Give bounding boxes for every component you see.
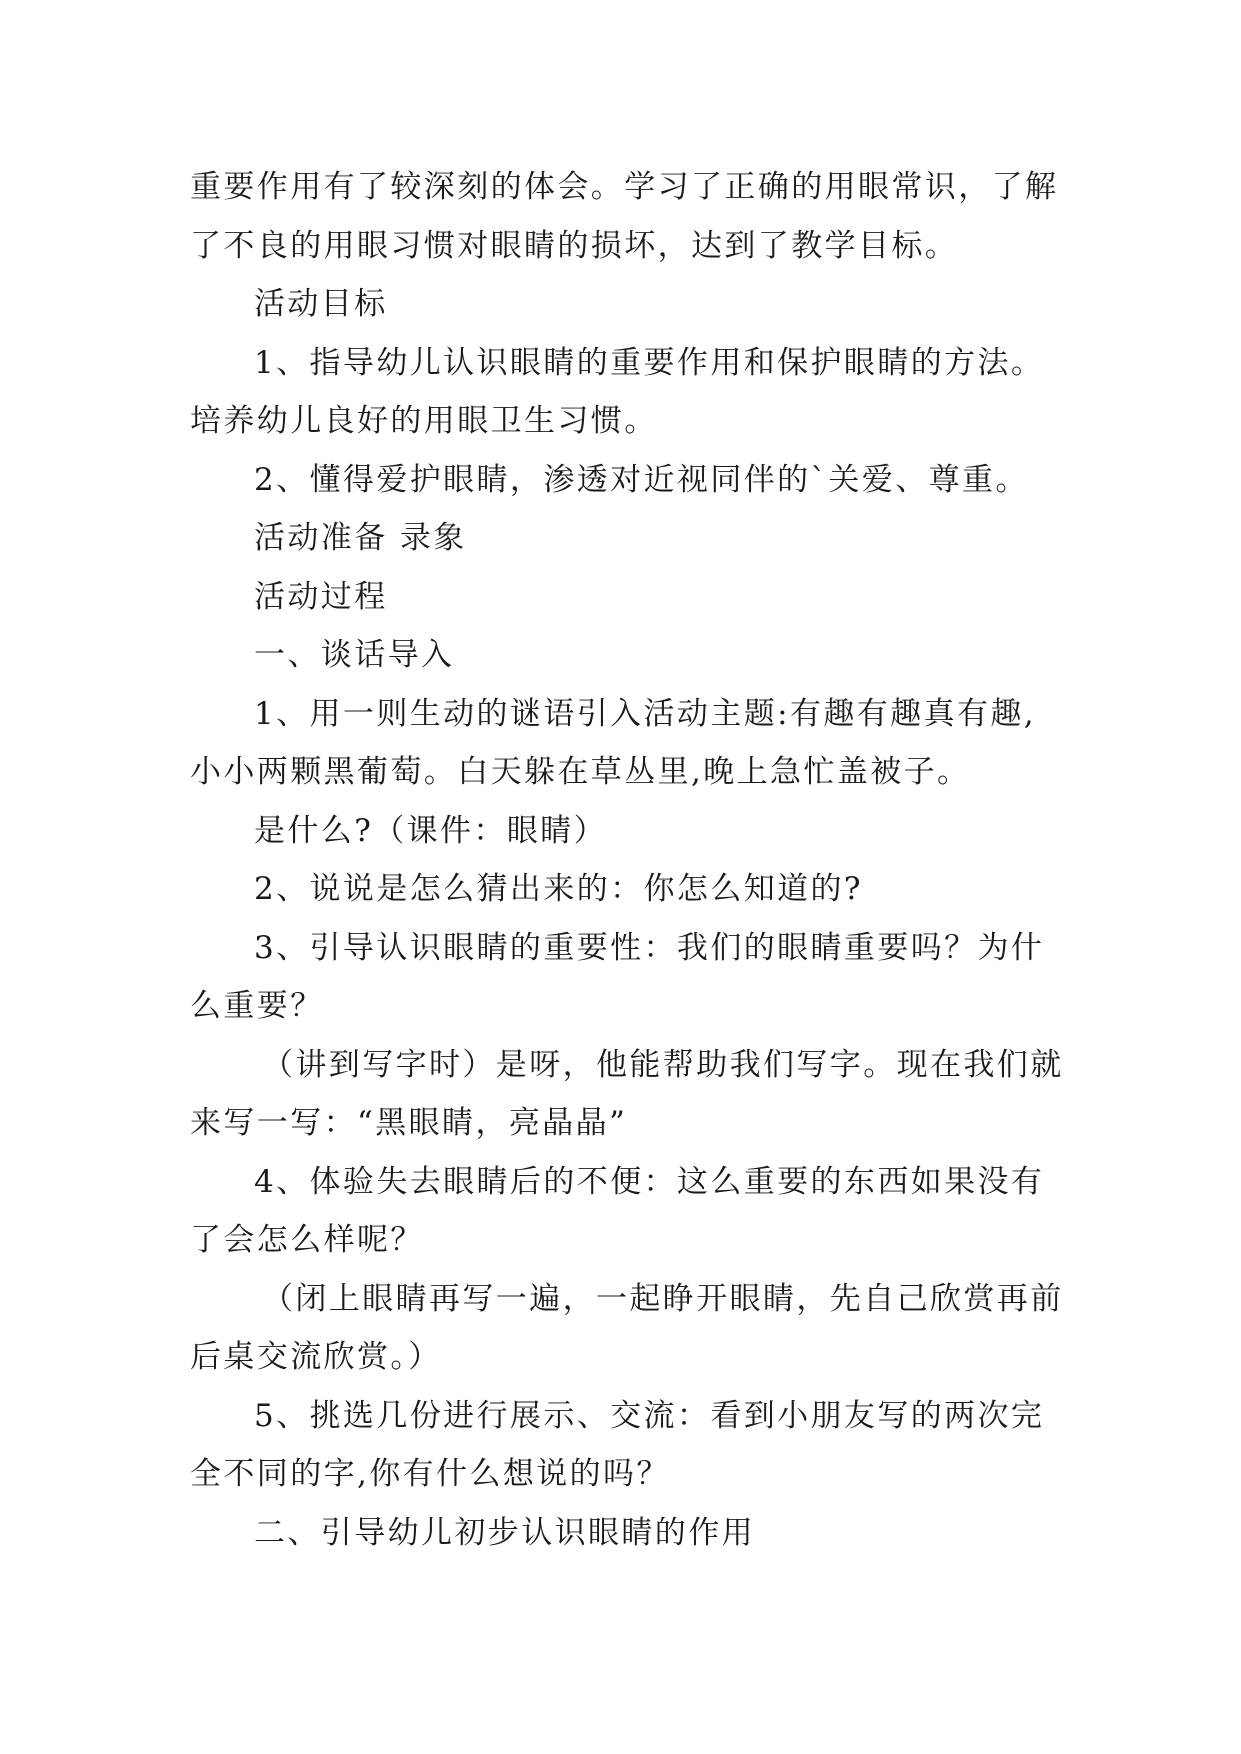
paragraph-line: 4、体验失去眼睛后的不便：这么重要的东西如果没有 <box>254 1163 1045 1200</box>
paragraph-line: 来写一写：“黑眼睛，亮晶晶” <box>190 1105 628 1141</box>
section-heading: 活动准备 录象 <box>254 520 467 556</box>
paragraph-line: 培养幼儿良好的用眼卫生习惯。 <box>190 403 658 439</box>
paragraph-line: 1、用一则生动的谜语引入活动主题:有趣有趣真有趣, <box>254 695 1037 732</box>
paragraph-line: 了不良的用眼习惯对眼睛的损坏，达到了教学目标。 <box>190 227 959 264</box>
paragraph-line: 小小两颗黑葡萄。白天躲在草丛里,晚上急忙盖被子。 <box>190 754 971 790</box>
paragraph-line: 后桌交流欣赏。） <box>190 1339 442 1375</box>
section-heading: 活动过程 <box>254 578 388 615</box>
paragraph-line: 3、引导认识眼睛的重要性：我们的眼睛重要吗？为什 <box>254 929 1045 966</box>
paragraph-line: 是什么?（课件：眼睛） <box>254 812 608 849</box>
paragraph-line: （讲到写字时）是呀，他能帮助我们写字。现在我们就 <box>262 1046 1064 1083</box>
paragraph-line: 2、懂得爱护眼睛，渗透对近视同伴的`关爱、尊重。 <box>254 461 1029 498</box>
section-heading: 一、谈话导入 <box>254 637 455 673</box>
paragraph-line: 重要作用有了较深刻的体会。学习了正确的用眼常识，了解 <box>190 169 1059 205</box>
paragraph-line: （闭上眼睛再写一遍，一起睁开眼睛，先自己欣赏再前 <box>262 1280 1064 1317</box>
paragraph-line: 全不同的字,你有什么想说的吗？ <box>190 1456 670 1492</box>
paragraph-line: 1、指导幼儿认识眼睛的重要作用和保护眼睛的方法。 <box>254 344 1045 381</box>
paragraph-line: 么重要？ <box>190 988 324 1024</box>
section-heading: 二、引导幼儿初步认识眼睛的作用 <box>254 1514 755 1551</box>
section-heading: 活动目标 <box>254 286 388 322</box>
paragraph-line: 了会怎么样呢？ <box>190 1222 424 1258</box>
paragraph-line: 2、说说是怎么猜出来的：你怎么知道的? <box>254 871 863 907</box>
paragraph-line: 5、挑选几份进行展示、交流：看到小朋友写的两次完 <box>254 1397 1045 1434</box>
document-body <box>190 158 1064 1562</box>
